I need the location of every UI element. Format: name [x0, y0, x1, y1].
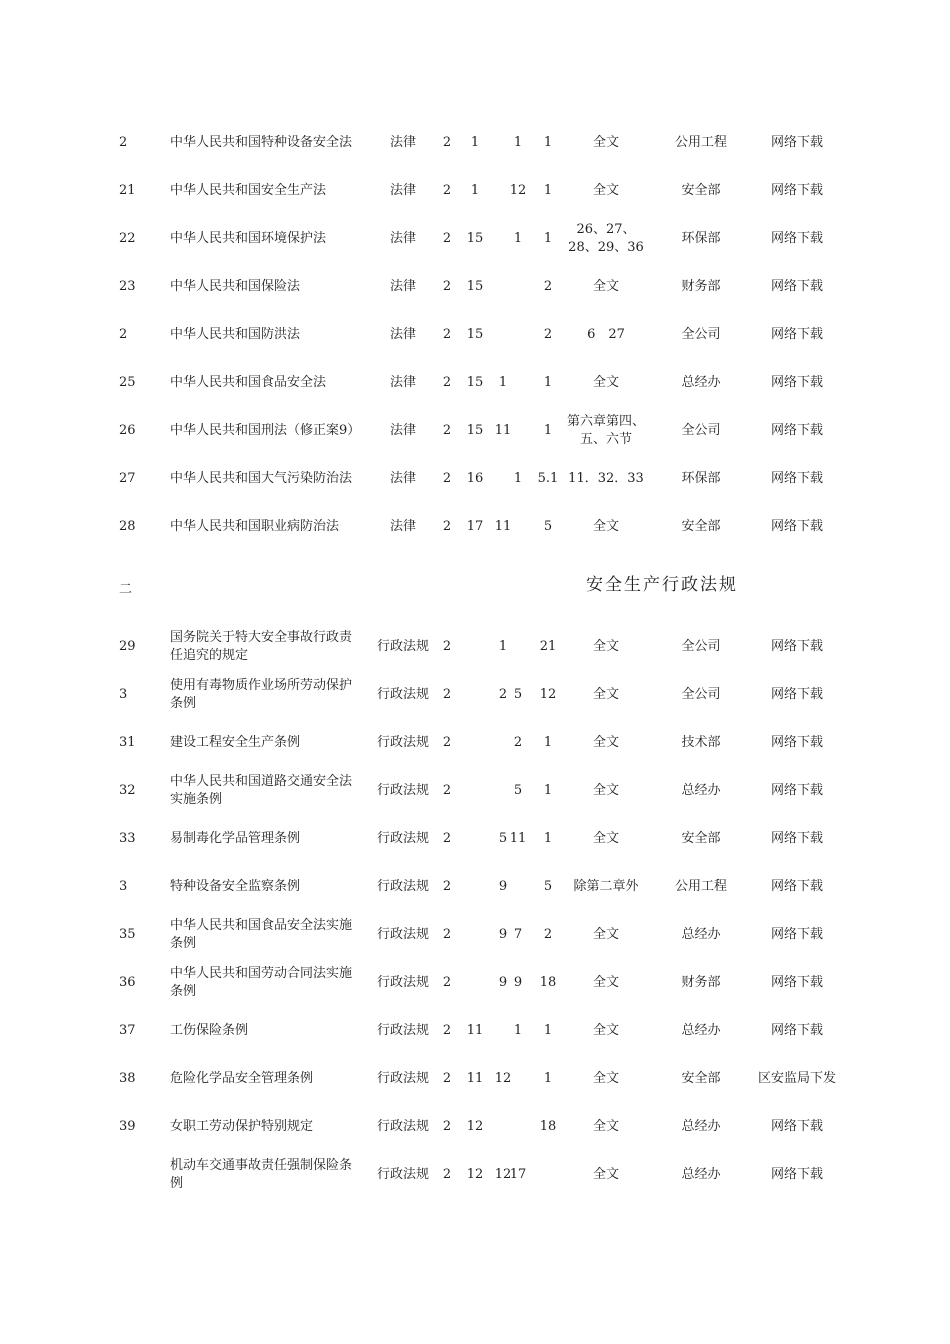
regulation-name: 危险化学品安全管理条例: [170, 1071, 314, 1086]
num-col-5: 1: [543, 1023, 553, 1038]
num-col-1: 2: [442, 1071, 452, 1086]
num-col-3: 12: [494, 1071, 512, 1086]
source: 网络下载: [770, 423, 823, 438]
row-number: [119, 1153, 159, 1197]
section-title: 安全生产行政法规: [586, 575, 738, 595]
responsible-dept: 安全部: [681, 1071, 721, 1086]
row-number: 21: [119, 183, 136, 198]
num-col-5: 21: [539, 639, 557, 654]
num-col-1: 2: [442, 735, 452, 750]
responsible-dept: 全公司: [681, 423, 721, 438]
source: 网络下载: [770, 735, 823, 750]
num-col-2: [460, 913, 490, 957]
num-col-4: [500, 265, 536, 309]
regulation-name: 建设工程安全生产条例: [170, 735, 301, 750]
regulation-type: 行政法规: [376, 1071, 429, 1086]
regulation-type: 行政法规: [376, 879, 429, 894]
num-col-2: [460, 865, 490, 909]
num-col-4: [500, 313, 536, 357]
num-col-5: 2: [543, 927, 553, 942]
num-col-3: 9: [498, 927, 508, 942]
source: 网络下载: [770, 519, 823, 534]
num-col-2: 12: [466, 1167, 484, 1182]
applicable-scope: 全文: [592, 783, 619, 798]
regulation-type: 法律: [389, 279, 416, 294]
num-col-5: 1: [543, 1071, 553, 1086]
row-number: 2: [119, 135, 128, 150]
num-col-4: [500, 409, 536, 453]
num-col-5: 1: [543, 735, 553, 750]
source: 网络下载: [770, 975, 823, 990]
row-number: 26: [119, 423, 136, 438]
regulation-type: 行政法规: [376, 783, 429, 798]
num-col-4: 12: [509, 183, 527, 198]
num-col-1: 2: [442, 879, 452, 894]
num-col-2: [460, 817, 490, 861]
num-col-3: 9: [498, 879, 508, 894]
regulation-type: 行政法规: [376, 975, 429, 990]
responsible-dept: 总经办: [681, 927, 721, 942]
responsible-dept: 总经办: [681, 1167, 721, 1182]
regulation-type: 行政法规: [376, 735, 429, 750]
table-row: [0, 169, 950, 213]
num-col-5: 18: [539, 1119, 557, 1134]
num-col-5: 1: [543, 183, 553, 198]
regulation-name: 中华人民共和国环境保护法: [170, 231, 327, 246]
num-col-2: 1: [470, 183, 480, 198]
num-col-4: [500, 505, 536, 549]
source: 区安监局下发: [757, 1071, 836, 1086]
regulation-name: 中华人民共和国保险法: [170, 279, 301, 294]
row-number: 32: [119, 783, 136, 798]
num-col-5: [532, 1153, 564, 1197]
source: 网络下载: [770, 687, 823, 702]
num-col-1: 2: [442, 1023, 452, 1038]
source: 网络下载: [770, 831, 823, 846]
num-col-1: 2: [442, 327, 452, 342]
regulation-name: 机动车交通事故责任强制保险条例: [170, 1158, 353, 1191]
applicable-scope: 全文: [592, 375, 619, 390]
applicable-scope: 第六章第四、五、六节: [566, 414, 645, 447]
regulation-type: 行政法规: [376, 687, 429, 702]
num-col-4: 1: [513, 135, 523, 150]
table-row: [0, 961, 950, 1005]
num-col-2: [460, 769, 490, 813]
num-col-5: 2: [543, 327, 553, 342]
num-col-1: 2: [442, 279, 452, 294]
source: 网络下载: [770, 1167, 823, 1182]
num-col-4: [500, 865, 536, 909]
responsible-dept: 技术部: [681, 735, 721, 750]
source: 网络下载: [770, 783, 823, 798]
applicable-scope: 全文: [592, 927, 619, 942]
applicable-scope: 全文: [592, 279, 619, 294]
table-row: [0, 457, 950, 501]
table-row: [0, 721, 950, 765]
num-col-5: 1: [543, 783, 553, 798]
regulation-type: 行政法规: [376, 831, 429, 846]
num-col-1: 2: [442, 639, 452, 654]
num-col-4: 9: [513, 975, 523, 990]
num-col-1: 2: [442, 471, 452, 486]
table-row: [0, 505, 950, 549]
num-col-3: 5: [498, 831, 508, 846]
applicable-scope: 除第二章外: [573, 879, 639, 894]
regulation-name: 使用有毒物质作业场所劳动保护条例: [170, 678, 353, 711]
source: 网络下载: [770, 639, 823, 654]
row-number: 36: [119, 975, 136, 990]
num-col-2: 11: [466, 1071, 484, 1086]
table-row: [0, 1057, 950, 1101]
row-number: 23: [119, 279, 136, 294]
section-number: 二: [119, 582, 133, 597]
num-col-2: 11: [466, 1023, 484, 1038]
num-col-2: 15: [466, 327, 484, 342]
row-number: 35: [119, 927, 136, 942]
regulation-name: 易制毒化学品管理条例: [170, 831, 301, 846]
table-row: [0, 913, 950, 957]
responsible-dept: 全公司: [681, 639, 721, 654]
applicable-scope: 6 27: [587, 327, 625, 342]
table-row: [0, 817, 950, 861]
row-number: 27: [119, 471, 136, 486]
applicable-scope: 全文: [592, 639, 619, 654]
num-col-3: 11: [494, 423, 512, 438]
row-number: 28: [119, 519, 136, 534]
responsible-dept: 财务部: [681, 279, 721, 294]
num-col-2: 12: [466, 1119, 484, 1134]
regulation-type: 法律: [389, 327, 416, 342]
num-col-5: 12: [539, 687, 557, 702]
source: 网络下载: [770, 135, 823, 150]
source: 网络下载: [770, 927, 823, 942]
num-col-1: 2: [442, 135, 452, 150]
source: 网络下载: [770, 183, 823, 198]
responsible-dept: 安全部: [681, 519, 721, 534]
num-col-4: [500, 625, 536, 669]
responsible-dept: 环保部: [681, 231, 721, 246]
table-row: [0, 1153, 950, 1197]
table-row: [0, 217, 950, 261]
row-number: 25: [119, 375, 136, 390]
regulation-name: 女职工劳动保护特别规定: [170, 1119, 314, 1134]
regulation-name: 中华人民共和国防洪法: [170, 327, 301, 342]
num-col-5: 5.1: [537, 471, 559, 486]
responsible-dept: 公用工程: [674, 879, 727, 894]
num-col-2: 15: [466, 231, 484, 246]
num-col-3: 12: [494, 1167, 512, 1182]
regulation-name: 中华人民共和国职业病防治法: [170, 519, 340, 534]
responsible-dept: 财务部: [681, 975, 721, 990]
num-col-3: 1: [498, 375, 508, 390]
num-col-3: 9: [498, 975, 508, 990]
num-col-1: 2: [442, 183, 452, 198]
responsible-dept: 总经办: [681, 1023, 721, 1038]
regulation-type: 法律: [389, 375, 416, 390]
responsible-dept: 总经办: [681, 1119, 721, 1134]
num-col-5: 1: [543, 135, 553, 150]
regulation-type: 法律: [389, 135, 416, 150]
applicable-scope: 全文: [592, 183, 619, 198]
num-col-4: 1: [513, 471, 523, 486]
table-row: [0, 673, 950, 717]
regulation-name: 特种设备安全监察条例: [170, 879, 301, 894]
applicable-scope: 全文: [592, 1023, 619, 1038]
row-number: 39: [119, 1119, 136, 1134]
table-row: [0, 121, 950, 165]
responsible-dept: 全公司: [681, 687, 721, 702]
source: 网络下载: [770, 375, 823, 390]
source: 网络下载: [770, 471, 823, 486]
row-number: 3: [119, 687, 128, 702]
regulation-name: 中华人民共和国食品安全法: [170, 375, 327, 390]
num-col-4: [500, 1057, 536, 1101]
num-col-1: 2: [442, 1167, 452, 1182]
regulation-type: 行政法规: [376, 1023, 429, 1038]
num-col-5: 1: [543, 375, 553, 390]
responsible-dept: 安全部: [681, 831, 721, 846]
regulation-name: 中华人民共和国刑法（修正案9）: [170, 423, 361, 438]
applicable-scope: 全文: [592, 831, 619, 846]
num-col-4: 5: [513, 783, 523, 798]
source: 网络下载: [770, 1023, 823, 1038]
num-col-2: 15: [466, 279, 484, 294]
num-col-2: [460, 961, 490, 1005]
num-col-2: [460, 625, 490, 669]
num-col-2: 1: [470, 135, 480, 150]
regulation-name: 中华人民共和国劳动合同法实施条例: [170, 966, 353, 999]
num-col-1: 2: [442, 423, 452, 438]
num-col-4: [500, 361, 536, 405]
table-row: [0, 265, 950, 309]
regulation-type: 法律: [389, 231, 416, 246]
row-number: 3: [119, 879, 128, 894]
num-col-4: 7: [513, 927, 523, 942]
num-col-2: 16: [466, 471, 484, 486]
applicable-scope: 全文: [592, 1167, 619, 1182]
table-row: [0, 1009, 950, 1053]
num-col-4: 2: [513, 735, 523, 750]
table-row: [0, 409, 950, 453]
regulation-type: 法律: [389, 519, 416, 534]
applicable-scope: 全文: [592, 1119, 619, 1134]
table-row: [0, 1105, 950, 1149]
regulation-name: 国务院关于特大安全事故行政责任追究的规定: [170, 630, 353, 663]
regulation-type: 法律: [389, 471, 416, 486]
num-col-1: 2: [442, 375, 452, 390]
row-number: 37: [119, 1023, 136, 1038]
num-col-4: [500, 1105, 536, 1149]
num-col-3: 1: [498, 639, 508, 654]
num-col-1: 2: [442, 1119, 452, 1134]
num-col-1: 2: [442, 687, 452, 702]
regulation-type: 行政法规: [376, 1167, 429, 1182]
regulation-type: 行政法规: [376, 639, 429, 654]
num-col-2: 15: [466, 423, 484, 438]
num-col-5: 2: [543, 279, 553, 294]
num-col-4: 17: [509, 1167, 527, 1182]
table-row: [0, 769, 950, 813]
source: 网络下载: [770, 879, 823, 894]
source: 网络下载: [770, 327, 823, 342]
row-number: 33: [119, 831, 136, 846]
source: 网络下载: [770, 231, 823, 246]
regulation-name: 中华人民共和国特种设备安全法: [170, 135, 353, 150]
row-number: 2: [119, 327, 128, 342]
row-number: 22: [119, 231, 136, 246]
num-col-2: 15: [466, 375, 484, 390]
num-col-2: [460, 673, 490, 717]
regulation-name: 中华人民共和国道路交通安全法实施条例: [170, 774, 353, 807]
responsible-dept: 全公司: [681, 327, 721, 342]
num-col-4: 1: [513, 231, 523, 246]
num-col-1: 2: [442, 231, 452, 246]
regulation-type: 行政法规: [376, 1119, 429, 1134]
regulation-name: 中华人民共和国安全生产法: [170, 183, 327, 198]
applicable-scope: 全文: [592, 687, 619, 702]
responsible-dept: 安全部: [681, 183, 721, 198]
applicable-scope: 全文: [592, 735, 619, 750]
regulation-name: 工伤保险条例: [170, 1023, 249, 1038]
regulation-name: 中华人民共和国食品安全法实施条例: [170, 918, 353, 951]
num-col-1: 2: [442, 927, 452, 942]
num-col-4: 11: [509, 831, 527, 846]
num-col-5: 18: [539, 975, 557, 990]
applicable-scope: 11．32．33: [568, 471, 644, 486]
num-col-3: 2: [498, 687, 508, 702]
source: 网络下载: [770, 279, 823, 294]
source: 网络下载: [770, 1119, 823, 1134]
responsible-dept: 总经办: [681, 375, 721, 390]
num-col-5: 5: [543, 519, 553, 534]
num-col-3: 11: [494, 519, 512, 534]
num-col-1: 2: [442, 831, 452, 846]
regulation-type: 法律: [389, 183, 416, 198]
num-col-5: 1: [543, 231, 553, 246]
num-col-5: 1: [543, 831, 553, 846]
table-row: [0, 625, 950, 669]
regulation-name: 中华人民共和国大气污染防治法: [170, 471, 353, 486]
num-col-4: 1: [513, 1023, 523, 1038]
num-col-2: [460, 721, 490, 765]
num-col-1: 2: [442, 783, 452, 798]
applicable-scope: 26、27、28、29、36: [568, 222, 644, 255]
table-row: [0, 361, 950, 405]
regulation-type: 法律: [389, 423, 416, 438]
num-col-1: 2: [442, 519, 452, 534]
responsible-dept: 总经办: [681, 783, 721, 798]
responsible-dept: 环保部: [681, 471, 721, 486]
applicable-scope: 全文: [592, 1071, 619, 1086]
applicable-scope: 全文: [592, 975, 619, 990]
num-col-4: 5: [513, 687, 523, 702]
applicable-scope: 全文: [592, 519, 619, 534]
row-number: 31: [119, 735, 136, 750]
num-col-1: 2: [442, 975, 452, 990]
regulation-type: 行政法规: [376, 927, 429, 942]
row-number: 29: [119, 639, 136, 654]
applicable-scope: 全文: [592, 135, 619, 150]
table-row: [0, 865, 950, 909]
table-row: [0, 313, 950, 357]
responsible-dept: 公用工程: [674, 135, 727, 150]
row-number: 38: [119, 1071, 136, 1086]
num-col-2: 17: [466, 519, 484, 534]
num-col-5: 1: [543, 423, 553, 438]
num-col-5: 5: [543, 879, 553, 894]
